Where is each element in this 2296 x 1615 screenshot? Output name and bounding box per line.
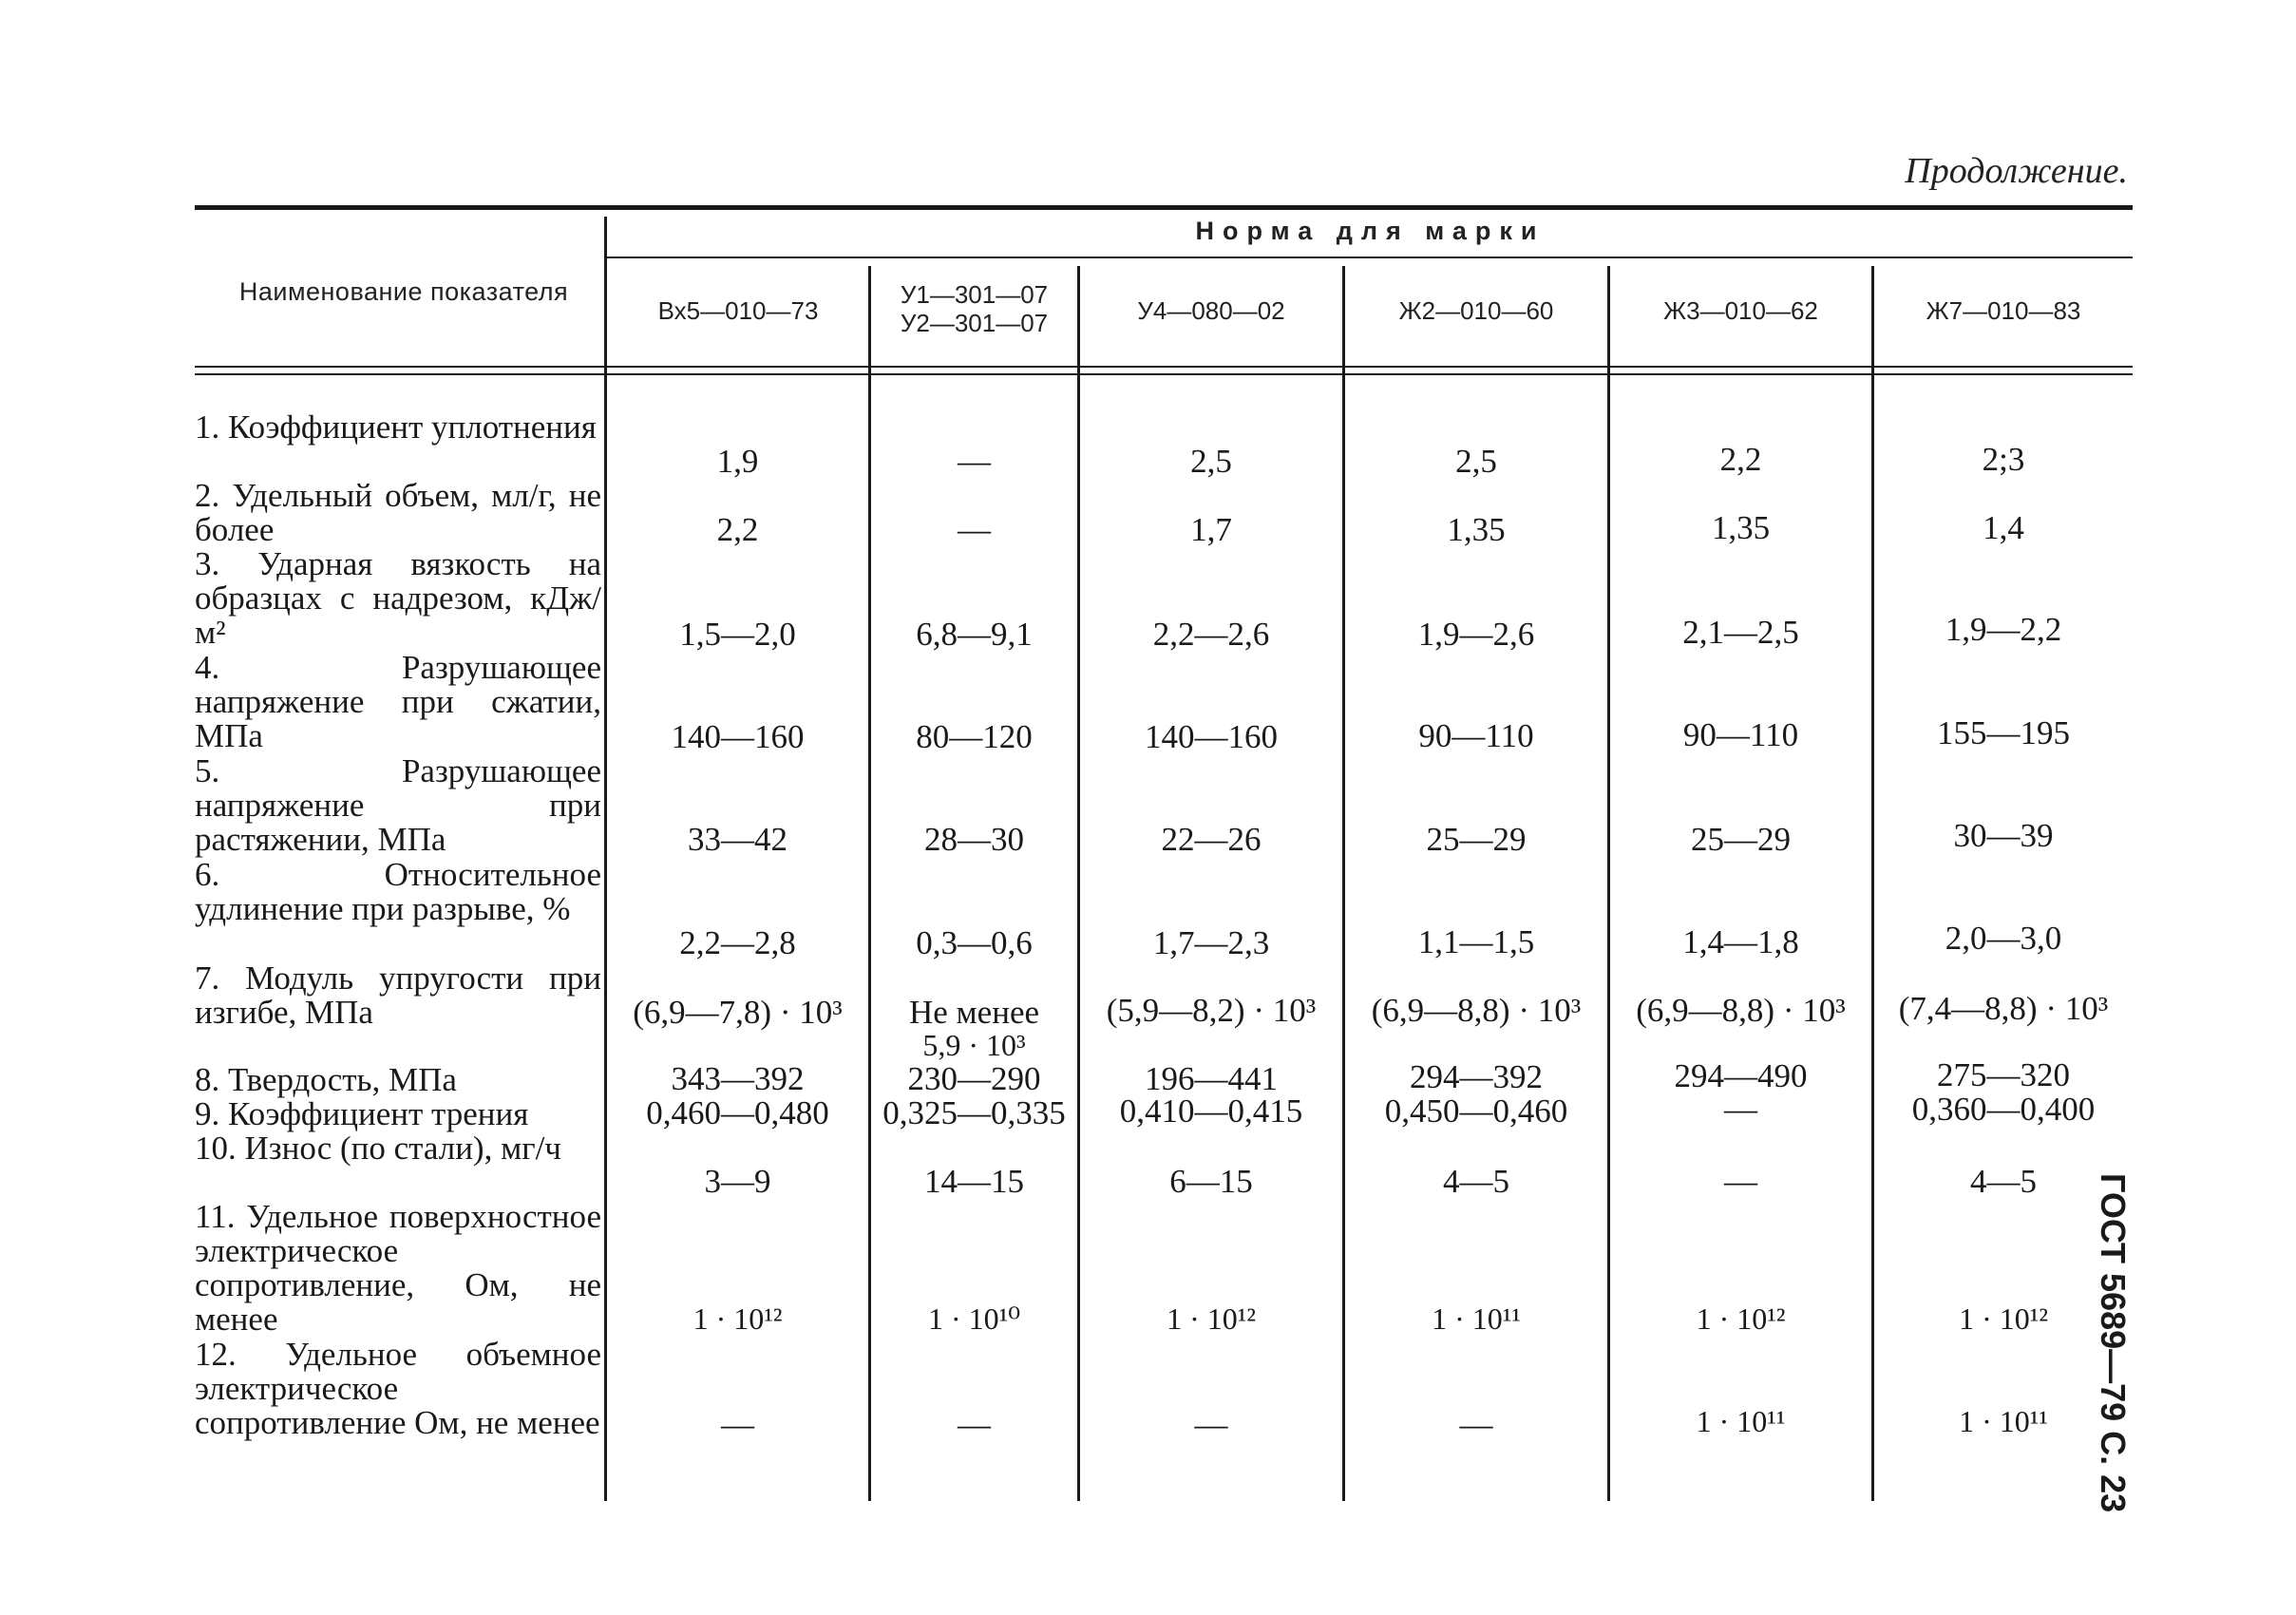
table-cell: — xyxy=(1724,1163,1757,1200)
header-double-rule-2 xyxy=(195,373,2133,375)
table-cell: 1,35 xyxy=(1447,511,1506,548)
column-header: Ж2—010—60 xyxy=(1398,296,1554,325)
table-cell: 25—29 xyxy=(1426,821,1527,858)
table-cell: — xyxy=(721,1406,754,1443)
table-cell: 1 · 10¹⁰ xyxy=(927,1302,1021,1336)
table-cell: 2,2—2,8 xyxy=(679,924,796,961)
table-cell: 0,325—0,335 xyxy=(882,1094,1066,1131)
table-cell: 343—392 xyxy=(671,1060,805,1097)
table-cell: 6—15 xyxy=(1169,1163,1253,1200)
top-rule xyxy=(195,205,2133,210)
table-cell: 1 · 10¹² xyxy=(1167,1302,1256,1336)
table-cell: 140—160 xyxy=(671,718,805,755)
table-cell: 0,3—0,6 xyxy=(916,924,1033,961)
table-cell: 1,9—2,2 xyxy=(1945,611,2062,648)
row-label: 5. Разрушающее напряжение при растяжении, МПа xyxy=(195,752,601,858)
row-label: 6. Относительное удлинение при разрыве, % xyxy=(195,856,601,927)
table-cell: 1 · 10¹² xyxy=(693,1302,783,1336)
table-cell: 5,9 · 10³ xyxy=(922,1028,1026,1062)
row-label: 1. Коэффициент уплотнения xyxy=(195,408,597,446)
table-cell: — xyxy=(1459,1406,1493,1443)
table-cell: 2,2—2,6 xyxy=(1152,616,1270,653)
table-cell: 1,4—1,8 xyxy=(1682,923,1799,960)
parameter-header: Наименование показателя xyxy=(238,277,569,306)
table-cell: (5,9—8,2) · 10³ xyxy=(1106,992,1317,1029)
table-cell: 2,5 xyxy=(1455,443,1497,480)
row-label: 10. Износ (по стали), мг/ч xyxy=(195,1130,561,1167)
column-header: Ж7—010—83 xyxy=(1926,296,2081,325)
table-cell: 4—5 xyxy=(1443,1163,1509,1200)
norm-header: Норма для марки xyxy=(1195,217,1546,245)
table-cell: (6,9—7,8) · 10³ xyxy=(633,994,843,1031)
table-cell: 28—30 xyxy=(924,821,1024,858)
table-cell: 155—195 xyxy=(1937,714,2070,751)
table-cell: 80—120 xyxy=(916,718,1033,755)
column-header: Вх5—010—73 xyxy=(657,296,819,325)
table-cell: 2,2 xyxy=(1719,441,1762,478)
row-label: 7. Модуль упругости при изгибе, МПа xyxy=(195,960,601,1031)
table-cell: 1,7 xyxy=(1190,511,1232,548)
table-cell: 275—320 xyxy=(1937,1056,2070,1093)
column-header: У1—301—07 У2—301—07 xyxy=(900,280,1049,337)
row-label: 3. Ударная вязкость на образцах с надрезом, кДж/м² xyxy=(195,545,601,651)
table-cell: 14—15 xyxy=(924,1163,1024,1200)
table-cell: 90—110 xyxy=(1682,716,1799,753)
table-cell: 1,1—1,5 xyxy=(1417,923,1535,960)
row-label: 2. Удельный объем, мл/г, не более xyxy=(195,477,601,548)
table-cell: 1,35 xyxy=(1711,509,1771,546)
table-cell: 90—110 xyxy=(1418,717,1534,754)
table-cell: 0,450—0,460 xyxy=(1384,1092,1568,1130)
table-cell: 1,5—2,0 xyxy=(679,616,796,653)
table-cell: 4—5 xyxy=(1970,1163,2037,1200)
table-cell: 2,0—3,0 xyxy=(1945,920,2062,957)
table-cell: 2;3 xyxy=(1982,441,2025,478)
table-cell: Не менее xyxy=(908,994,1040,1031)
table-cell: 196—441 xyxy=(1145,1060,1278,1097)
table-cell: — xyxy=(1194,1406,1228,1443)
standard-code: ГОСТ 5689—79 С. 23 xyxy=(2094,1173,2133,1513)
table-cell: 2,1—2,5 xyxy=(1682,614,1799,651)
table-cell: 6,8—9,1 xyxy=(916,616,1033,653)
table-cell: 0,410—0,415 xyxy=(1119,1092,1303,1130)
table-cell: 294—392 xyxy=(1410,1058,1543,1095)
continuation-label: Продолжение. xyxy=(1905,151,2128,191)
table-cell: (6,9—8,8) · 10³ xyxy=(1636,992,1846,1029)
table-cell: 22—26 xyxy=(1161,821,1262,858)
table-cell: 25—29 xyxy=(1691,821,1791,858)
table-cell: 1,4 xyxy=(1983,509,2024,546)
table-cell: 230—290 xyxy=(907,1060,1041,1097)
table-cell: 33—42 xyxy=(688,821,787,858)
table-cell: 1,9 xyxy=(716,443,759,480)
header-double-rule-1 xyxy=(195,366,2133,368)
row-label: 12. Удельное объемное электрическое сопротивление Ом, не менее xyxy=(195,1336,601,1441)
table-cell: — xyxy=(958,1406,991,1443)
table-cell: (6,9—8,8) · 10³ xyxy=(1371,992,1582,1029)
norm-rule xyxy=(606,256,2133,258)
table-cell: 1 · 10¹¹ xyxy=(1432,1302,1521,1336)
table-cell: 1,7—2,3 xyxy=(1152,924,1270,961)
table-cell: 1 · 10¹¹ xyxy=(1959,1404,2048,1438)
table-cell: 0,460—0,480 xyxy=(646,1094,829,1131)
table-cell: 1,9—2,6 xyxy=(1417,616,1535,653)
table-cell: 2,2 xyxy=(716,511,759,548)
table-cell: 2,5 xyxy=(1190,443,1232,480)
table-cell: 1 · 10¹² xyxy=(1696,1302,1786,1336)
table-cell: — xyxy=(1724,1091,1757,1128)
row-label: 9. Коэффициент трения xyxy=(195,1095,529,1132)
table-cell: 0,360—0,400 xyxy=(1911,1091,2096,1128)
row-label: 11. Удельное поверхностное электрическое сопротивление, Ом, не менее xyxy=(195,1198,601,1338)
table-cell: 140—160 xyxy=(1145,718,1278,755)
row-label: 4. Разрушающее напряжение при сжатии, МПа xyxy=(195,649,601,754)
table-cell: 30—39 xyxy=(1953,817,2054,854)
table-cell: — xyxy=(958,511,991,548)
column-header: У4—080—02 xyxy=(1137,296,1285,325)
table-cell: 294—490 xyxy=(1674,1057,1808,1094)
table-cell: 1 · 10¹¹ xyxy=(1696,1404,1786,1438)
table-cell: 3—9 xyxy=(704,1163,771,1200)
row-label: 8. Твердость, МПа xyxy=(195,1061,457,1098)
table-cell: 1 · 10¹² xyxy=(1959,1302,2048,1336)
column-header: Ж3—010—62 xyxy=(1663,296,1818,325)
table-cell: — xyxy=(958,443,991,480)
table-cell: (7,4—8,8) · 10³ xyxy=(1898,990,2109,1027)
